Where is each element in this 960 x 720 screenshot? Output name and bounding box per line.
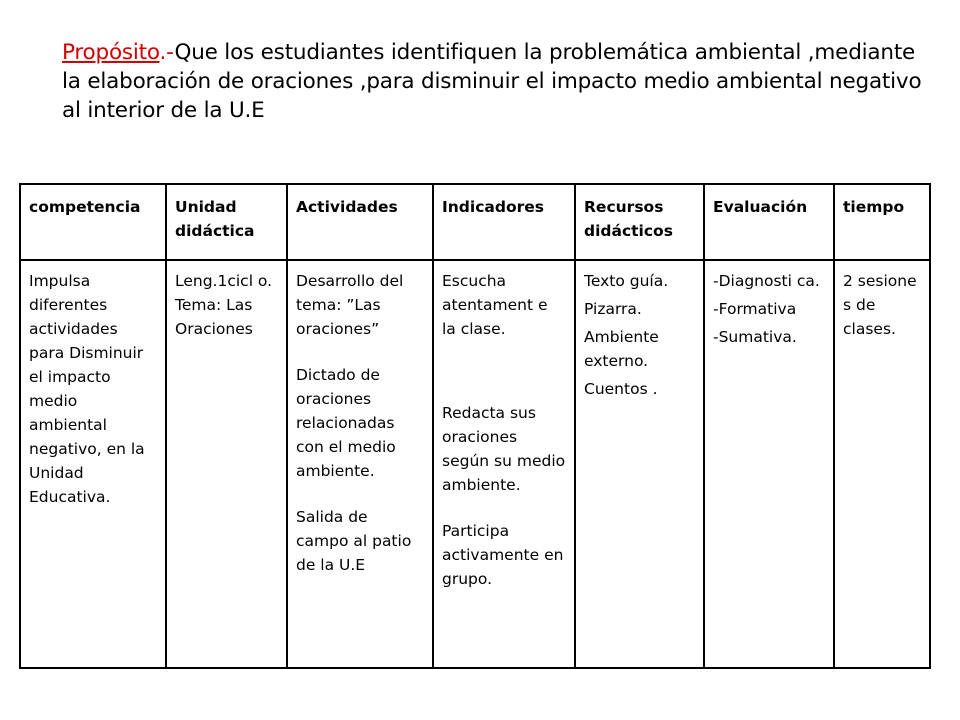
indicador-item: Participa activamente en grupo.	[442, 522, 564, 588]
unidad-line: Leng.1cicl o.	[175, 272, 273, 290]
cell-tiempo	[834, 260, 930, 668]
header-recursos-didacticos: Recursos didácticos	[575, 184, 704, 260]
actividad-item: Dictado de oraciones relacionadas con el medio ambiente.	[296, 366, 396, 480]
actividad-item: Salida de campo al patio de la U.E	[296, 508, 412, 574]
lesson-plan-table	[19, 183, 931, 669]
header-competencia: competencia	[20, 184, 166, 260]
cell-actividades	[287, 260, 433, 668]
table-header-row	[20, 184, 930, 260]
cell-competencia	[20, 260, 166, 668]
indicador-item: Escucha atentament e la clase.	[442, 272, 548, 338]
cell-evaluacion	[704, 260, 834, 668]
purpose-text: Que los estudiantes identifiquen la problemática ambiental ,mediante la elaboración de oraciones ,para disminuir el impacto medio ambiental negativo al interior de la U.E	[62, 40, 922, 123]
header-indicadores: Indicadores	[433, 184, 575, 260]
purpose-separator: .-	[159, 40, 175, 65]
evaluacion-item: -Formativa	[713, 300, 797, 318]
header-unidad-didactica: Unidad didáctica	[166, 184, 287, 260]
header-actividades: Actividades	[287, 184, 433, 260]
recurso-item: Texto guía.	[584, 272, 669, 290]
recurso-item: Ambiente externo.	[584, 328, 659, 370]
cell-recursos	[575, 260, 704, 668]
header-tiempo: tiempo	[834, 184, 930, 260]
actividad-item: Desarrollo del tema: ”Las oraciones”	[296, 272, 404, 338]
indicador-item: Redacta sus oraciones según su medio ambiente.	[442, 404, 566, 494]
unidad-line: Tema: Las Oraciones	[175, 296, 253, 338]
recurso-item: Pizarra.	[584, 300, 642, 318]
cell-indicadores	[433, 260, 575, 668]
tiempo-text: 2 sesione s de clases.	[843, 272, 917, 338]
table-row	[20, 260, 930, 668]
competencia-text: Impulsa diferentes actividades para Disminuir el impacto medio ambiental negativo, en la Unidad Educativa.	[29, 272, 145, 506]
purpose-statement	[62, 38, 922, 125]
purpose-label: Propósito	[62, 40, 160, 65]
evaluacion-item: -Sumativa.	[713, 328, 797, 346]
cell-unidad	[166, 260, 287, 668]
evaluacion-item: -Diagnosti ca.	[713, 272, 820, 290]
header-evaluacion: Evaluación	[704, 184, 834, 260]
recurso-item: Cuentos .	[584, 380, 658, 398]
